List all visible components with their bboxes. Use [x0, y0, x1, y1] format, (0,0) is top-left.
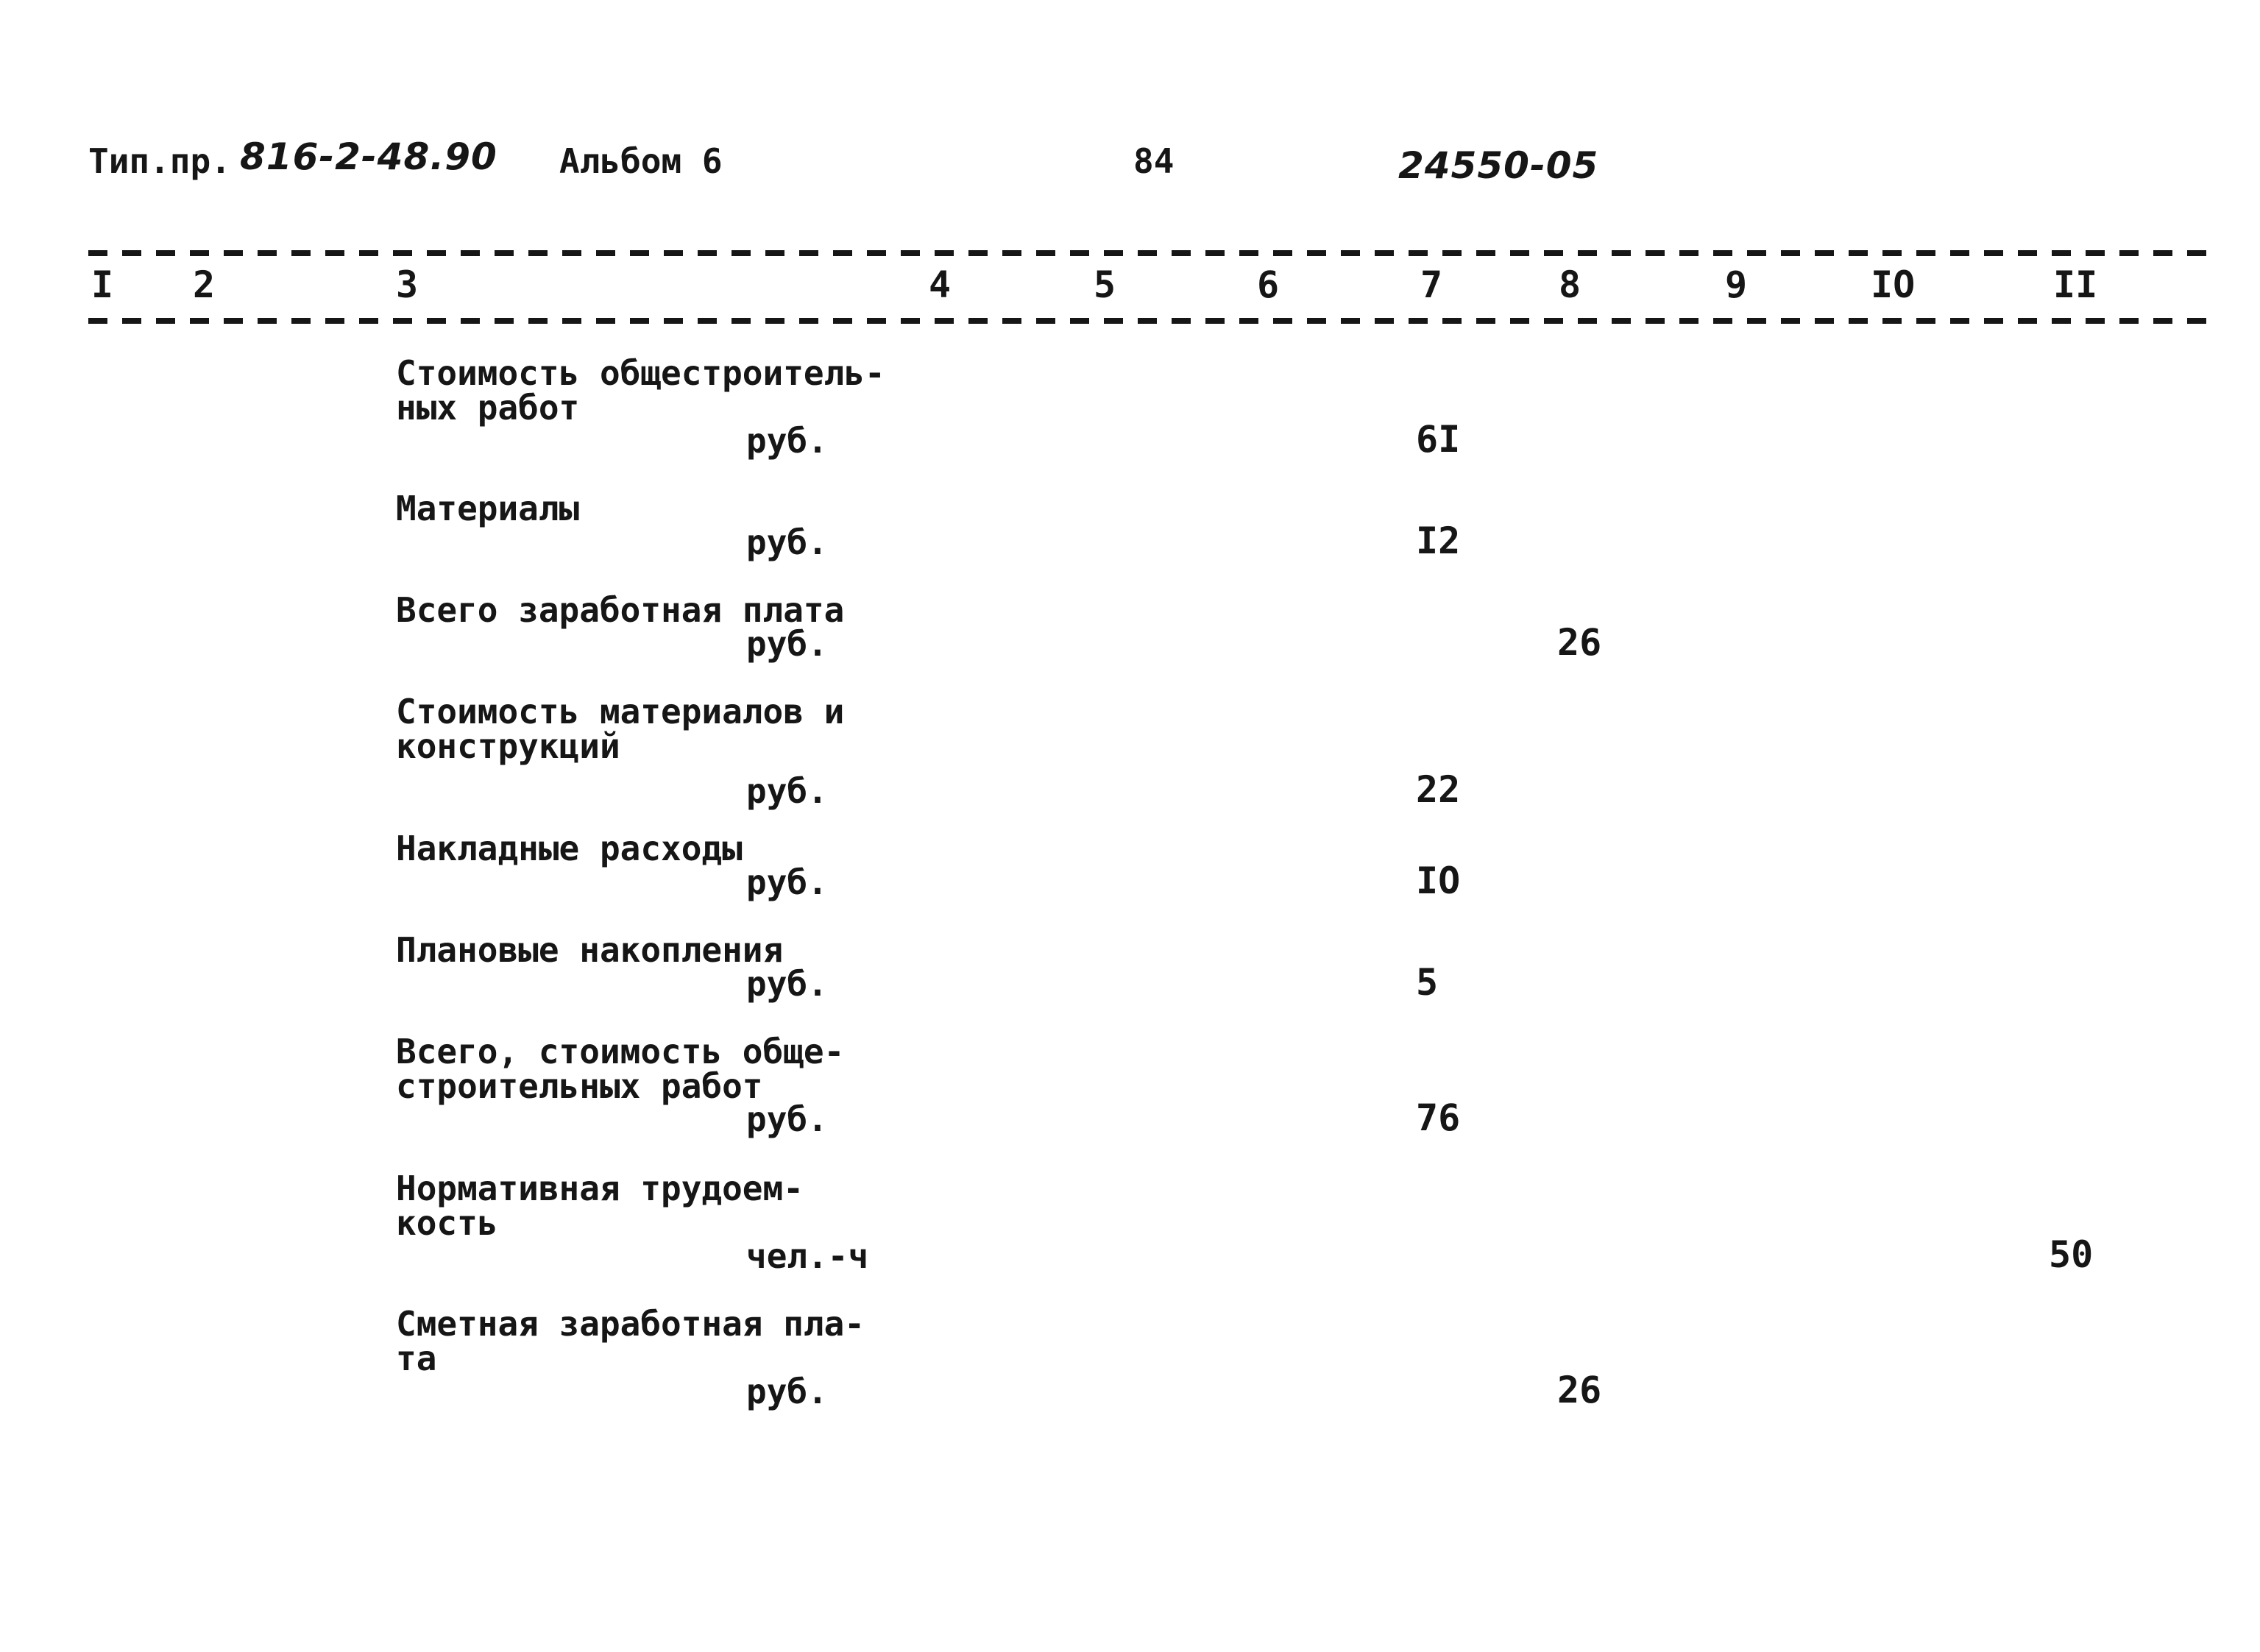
row-label: Нормативная трудоем- кость [396, 1169, 804, 1243]
row-label: Накладные расходы [396, 829, 743, 868]
row-value-col8: 26 [1557, 1369, 1602, 1411]
row-value-col11: 50 [2049, 1233, 2094, 1276]
row-unit: руб. [746, 1099, 828, 1139]
document-code: 24550-05 [1398, 144, 1599, 187]
row-unit: руб. [746, 771, 828, 811]
header-bottom-rule [88, 318, 2208, 324]
header-top-rule [88, 250, 2208, 256]
column-header-5: 5 [1094, 263, 1116, 306]
row-unit: чел.-ч [746, 1236, 869, 1276]
row-unit: руб. [746, 624, 828, 664]
row-unit: руб. [746, 1372, 828, 1411]
page-number: 84 [1133, 141, 1175, 181]
column-header-9: 9 [1725, 263, 1748, 306]
row-value-col7: 76 [1416, 1096, 1461, 1139]
row-unit: руб. [746, 421, 828, 461]
row-value-col7: 22 [1416, 768, 1461, 811]
column-header-8: 8 [1559, 263, 1581, 306]
row-label: Стоимость общестроитель- ных работ [396, 353, 885, 428]
column-header-2: 2 [193, 263, 216, 306]
row-value-col7: 5 [1416, 961, 1439, 1004]
row-label: Всего, стоимость обще- строительных работ [396, 1032, 845, 1106]
row-label: Стоимость материалов и конструкций [396, 692, 845, 766]
row-value-col7: I2 [1416, 520, 1461, 562]
row-label: Плановые накопления [396, 930, 784, 970]
series-number: 816-2-48.90 [240, 135, 497, 178]
column-header-11: II [2053, 263, 2098, 306]
row-value-col7: IO [1416, 859, 1461, 902]
column-header-3: 3 [396, 263, 419, 306]
row-label: Сметная заработная пла- та [396, 1304, 865, 1378]
row-unit: руб. [746, 964, 828, 1004]
series-prefix: Тип.пр. [88, 141, 231, 181]
column-header-7: 7 [1420, 263, 1443, 306]
row-label: Всего заработная плата [396, 590, 845, 630]
row-label: Материалы [396, 489, 580, 528]
row-value-col8: 26 [1557, 621, 1602, 664]
column-header-4: 4 [929, 263, 952, 306]
row-value-col7: 6I [1416, 418, 1461, 461]
album-label: Альбом 6 [559, 141, 723, 181]
row-unit: руб. [746, 862, 828, 902]
column-header-6: 6 [1257, 263, 1280, 306]
column-header-10: IO [1871, 263, 1916, 306]
column-header-1: I [91, 263, 114, 306]
row-unit: руб. [746, 522, 828, 562]
